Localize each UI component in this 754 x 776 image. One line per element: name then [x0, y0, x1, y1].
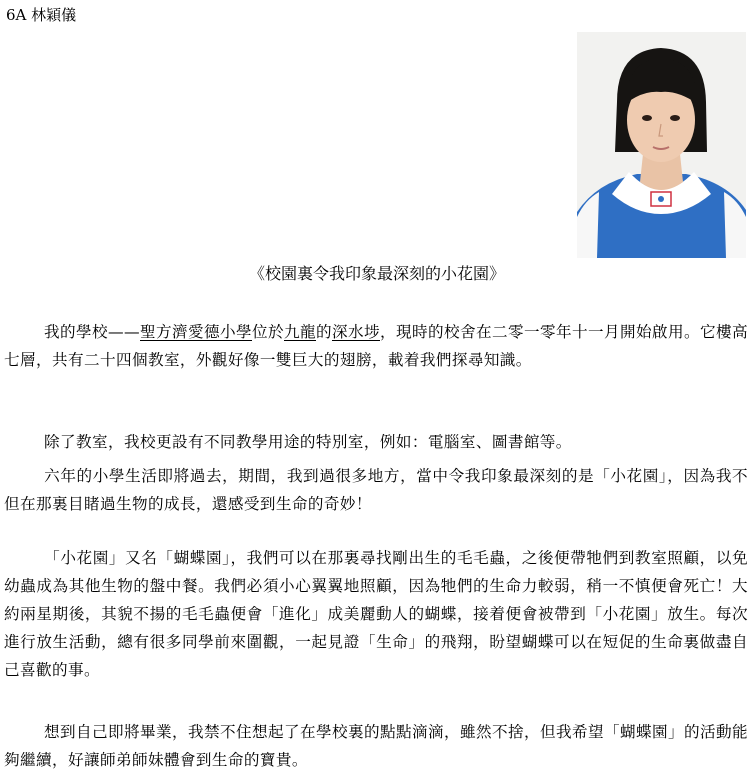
- p1-text-a: 我的學校——: [44, 323, 140, 341]
- essay-title: 《校園裏令我印象最深刻的小花園》: [248, 264, 505, 283]
- district-name: 九龍: [284, 323, 316, 341]
- area-name: 深水埗: [332, 323, 380, 341]
- student-photo: [577, 32, 746, 258]
- student-portrait-image: [577, 32, 746, 258]
- paragraph-4: [4, 544, 748, 684]
- paragraph-2: [4, 428, 748, 456]
- p5-text: 想到自己即將畢業，我禁不住想起了在學校裏的點點滴滴，雖然不捨，但我希望「蝴蝶園」的活動能夠繼續，好讓師弟師妹體會到生命的寶貴。: [4, 723, 748, 769]
- p3-text: 六年的小學生活即將過去，期間，我到過很多地方，當中令我印象最深刻的是「小花園」，因為我不但在那裏目睹過生物的成長，還感受到生命的奇妙！: [4, 467, 748, 513]
- paragraph-1: [4, 318, 748, 374]
- p1-text-c: 的: [316, 323, 332, 341]
- p4-text: 「小花園」又名「蝴蝶園」，我們可以在那裏尋找剛出生的毛毛蟲，之後便帶牠們到教室照顧，以免幼蟲成為其他生物的盤中餐。我們必須小心翼翼地照顧，因為牠們的生命力較弱，稍一不慎便會死亡！大約兩星期後，其貌不揚的毛毛蟲便會「進化」成美麗動人的蝴蝶，接着便會被帶到「小花園」放生。每次進行放生活動，總有很多同學前來圍觀，一起見證「生命」的飛翔，盼望蝴蝶可以在短促的生命裏做盡自己喜歡的事。: [4, 549, 748, 679]
- p1-text-d: ，現時的校舍在二零一零年十一月開始啟用。它樓高七層，共有二十四個教室，外觀好像一雙巨大的翅膀，載着我們探尋知識。: [4, 323, 748, 369]
- paragraph-3: [4, 462, 748, 518]
- school-name: 聖方濟愛德小學: [140, 323, 252, 341]
- p2-text: 除了教室，我校更設有不同教學用途的特別室，例如：電腦室、圖書館等。: [44, 433, 572, 451]
- author-name: 6A 林穎儀: [6, 6, 77, 24]
- p1-text-b: 位於: [252, 323, 284, 341]
- paragraph-5: [4, 718, 748, 774]
